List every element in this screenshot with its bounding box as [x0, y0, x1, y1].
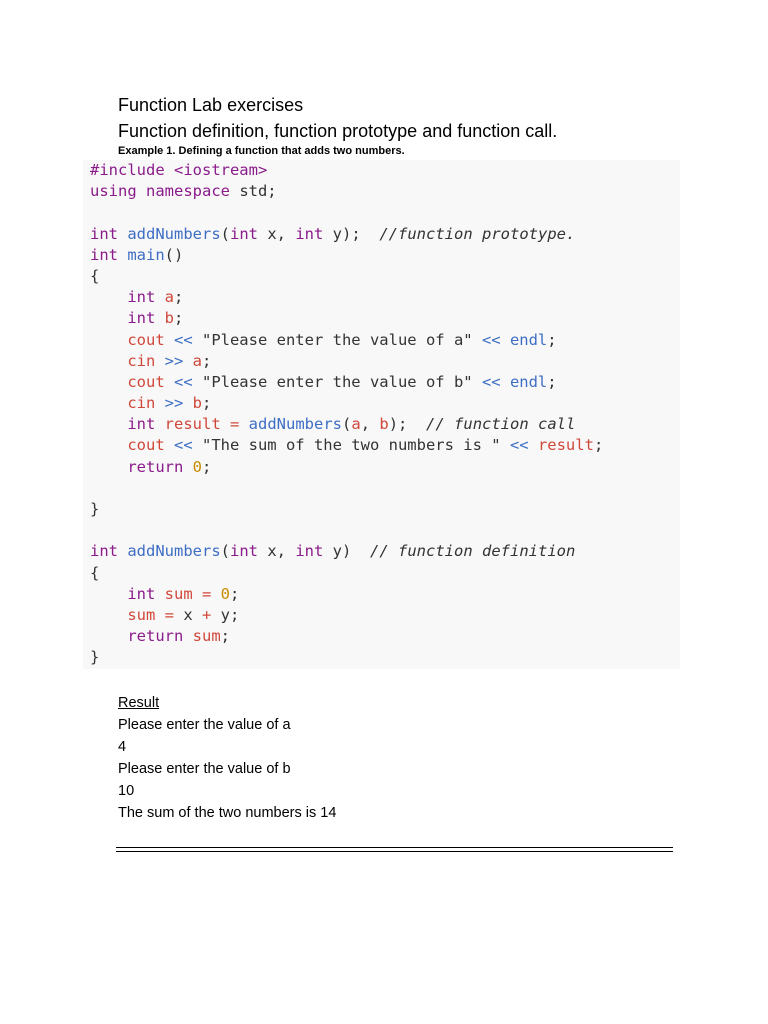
code-line: [90, 160, 603, 181]
code-token: a: [164, 288, 175, 307]
code-token: addNumbers: [127, 542, 221, 561]
code-token: [90, 436, 127, 454]
code-token: <<: [164, 372, 202, 391]
code-token: {: [90, 563, 100, 582]
code-token: using namespace: [90, 182, 230, 201]
code-token: <<: [164, 436, 202, 455]
code-token: a: [351, 415, 361, 434]
code-token: b: [164, 309, 175, 328]
code-token: [118, 246, 127, 264]
code-line: [90, 626, 603, 647]
code-line: [90, 478, 603, 499]
code-token: int: [295, 542, 324, 561]
code-token: 0: [192, 457, 203, 476]
code-token: ;: [220, 627, 231, 646]
code-token: [90, 585, 127, 603]
code-line: [90, 584, 603, 605]
code-token: result: [537, 436, 594, 455]
code-line: [90, 351, 603, 372]
code-line: [90, 330, 603, 351]
code-token: int: [230, 542, 259, 561]
code-token: [90, 373, 127, 391]
code-token: return: [127, 457, 184, 476]
code-token: y;: [220, 605, 240, 624]
code-line: [90, 372, 603, 393]
code-line: [90, 393, 603, 414]
code-token: a: [192, 351, 202, 370]
code-token: ;: [202, 457, 212, 476]
code-token: [155, 288, 164, 306]
code-line: [90, 457, 603, 478]
code-token: // function definition: [370, 542, 576, 561]
code-token: #include <iostream>: [90, 161, 268, 179]
code-token: +: [192, 605, 221, 624]
code-token: =: [192, 584, 221, 603]
code-token: ;: [202, 394, 212, 413]
code-token: =: [155, 605, 184, 624]
code-token: <<: [472, 372, 510, 391]
code-token: cin: [127, 394, 156, 413]
code-token: [183, 627, 192, 645]
code-token: <<: [164, 330, 202, 349]
code-line: [90, 202, 603, 223]
code-token: sum: [127, 605, 156, 624]
code-token: int: [127, 415, 156, 434]
code-token: }: [90, 500, 100, 518]
code-token: (: [220, 542, 231, 561]
code-token: "Please enter the value of b": [201, 372, 473, 391]
code-token: [155, 415, 164, 433]
code-token: ;: [593, 436, 604, 455]
result-line: Please enter the value of b: [118, 761, 291, 777]
result-line: 10: [118, 783, 135, 799]
code-token: {: [90, 266, 100, 285]
code-token: x,: [258, 542, 296, 561]
code-token: [90, 331, 127, 349]
code-token: int: [127, 288, 156, 307]
code-token: [183, 458, 192, 476]
code-token: endl: [509, 372, 548, 391]
code-token: (: [342, 415, 352, 434]
double-rule-divider: [116, 847, 673, 852]
code-token: return: [127, 627, 184, 646]
code-token: [118, 225, 127, 243]
code-line: [90, 245, 603, 266]
code-token: >>: [155, 351, 193, 370]
code-line: [90, 435, 603, 456]
result-heading: Result: [118, 695, 160, 711]
code-token: [155, 309, 164, 327]
code-token: cout: [127, 330, 165, 349]
code-token: =: [220, 415, 249, 434]
code-token: <<: [500, 436, 538, 455]
code-token: endl: [509, 330, 548, 349]
code-token: int: [90, 245, 118, 264]
code-token: ;: [547, 372, 557, 391]
code-token: (): [164, 245, 184, 264]
code-token: "Please enter the value of a": [201, 330, 473, 349]
code-line: [90, 605, 603, 626]
code-token: // function call: [426, 415, 576, 434]
code-line: [90, 308, 603, 329]
result-line: The sum of the two numbers is 14: [118, 805, 337, 821]
code-token: int: [90, 542, 118, 561]
result-line: Please enter the value of a: [118, 717, 291, 733]
code-token: [118, 542, 127, 560]
code-token: [90, 627, 127, 645]
code-token: }: [90, 648, 100, 667]
code-token: int: [230, 224, 259, 243]
code-token: b: [192, 394, 202, 413]
document-subtitle: Function definition, function prototype and function call.: [118, 121, 558, 141]
code-token: x,: [258, 224, 296, 243]
code-block: [83, 160, 680, 669]
code-token: int: [127, 309, 156, 328]
code-token: int: [295, 224, 324, 243]
code-token: <<: [472, 330, 510, 349]
code-token: cout: [127, 372, 165, 391]
code-token: ;: [174, 288, 184, 307]
code-token: //function prototype.: [379, 224, 576, 243]
code-token: ;: [202, 351, 212, 370]
code-token: std;: [229, 182, 277, 201]
code-line: [90, 181, 603, 202]
code-token: sum: [164, 584, 193, 603]
code-token: int: [90, 224, 118, 243]
code-token: addNumbers: [248, 415, 342, 434]
code-token: [90, 415, 127, 433]
code-token: ;: [230, 584, 240, 603]
code-line: [90, 287, 603, 308]
code-token: sum: [192, 627, 221, 646]
code-line: [90, 520, 603, 541]
code-token: y);: [323, 224, 380, 243]
code-token: >>: [155, 394, 193, 413]
code-token: [90, 606, 127, 624]
code-token: [90, 458, 127, 476]
result-section: [118, 692, 336, 824]
code-line: [90, 414, 603, 435]
code-line: [90, 647, 603, 668]
code-token: ;: [174, 309, 184, 328]
document-title: Function Lab exercises: [118, 95, 304, 115]
code-listing: [90, 160, 603, 669]
code-token: [90, 352, 127, 370]
code-line: [90, 224, 603, 245]
code-line: [90, 499, 603, 520]
code-token: "The sum of the two numbers is ": [201, 436, 501, 455]
code-token: b: [379, 415, 389, 434]
code-token: addNumbers: [127, 224, 221, 243]
code-line: [90, 541, 603, 562]
code-token: [90, 394, 127, 412]
code-token: ,: [360, 415, 380, 434]
code-token: 0: [220, 584, 231, 603]
code-token: main: [127, 245, 165, 264]
example-caption: Example 1. Defining a function that adds two numbers.: [118, 145, 405, 157]
code-token: (: [220, 224, 231, 243]
code-token: cout: [127, 436, 165, 455]
code-token: [155, 585, 164, 603]
code-token: );: [388, 415, 427, 434]
code-token: int: [127, 584, 156, 603]
result-line: 4: [118, 739, 127, 755]
code-token: result: [164, 415, 221, 434]
code-token: [90, 288, 127, 306]
code-token: y): [323, 542, 371, 561]
code-token: x: [183, 605, 193, 624]
code-token: [90, 309, 127, 327]
code-token: cin: [127, 351, 156, 370]
code-line: [90, 563, 603, 584]
code-line: [90, 266, 603, 287]
code-token: ;: [547, 330, 557, 349]
